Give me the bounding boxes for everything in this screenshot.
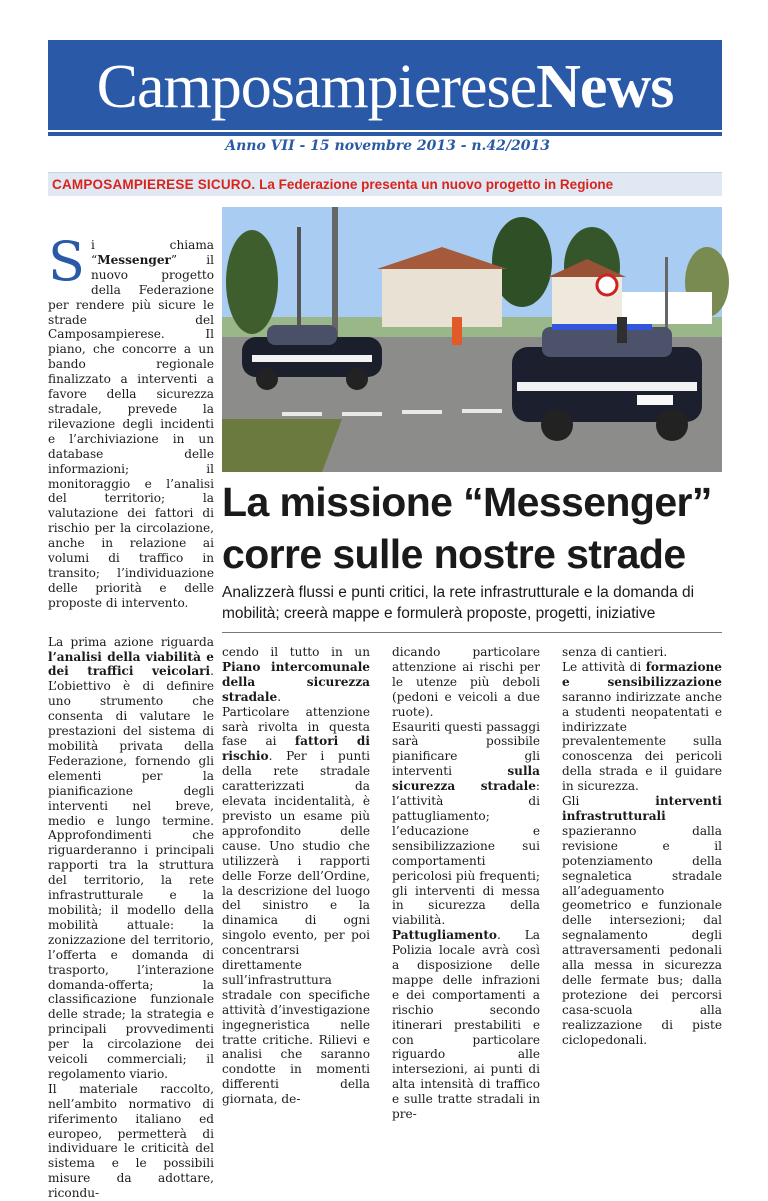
police-cars-illustration xyxy=(222,207,722,472)
paragraph-sicurezza xyxy=(392,720,540,929)
bold-run: interventi infrastrutturali xyxy=(562,794,722,823)
text-run: ” il nuovo progetto della Federazione per rendere più sicure le strade del Camposampierese. Il piano, che concorre a un bando regionale finalizzato a interventi a favore della sicurezza stradale, prevede la rilevazione degli incidenti e l’archiviazione in un database delle informazioni; il monitoraggio e l’analisi del territorio; la valutazione dei fattori di rischio per la circolazione, anche in relazione ai volumi di traffico in transito; l’individuazione delle priorità e delle proposte di intervento. xyxy=(48,252,214,610)
text-run: cendo il tutto in un xyxy=(222,645,370,659)
article-column-4 xyxy=(562,645,722,1047)
article-column-2 xyxy=(222,645,370,1107)
paragraph-analysis xyxy=(48,635,214,1082)
bold-run: Piano intercomunale della sicurezza stradale xyxy=(222,659,370,704)
text-run: . La Polizia locale avrà così a disposizione delle mappe delle infrazioni e dei comportamenti a rischio secondo itinerari prestabiliti e con particolare riguardo alle intersezioni, ai punti di alta intensità di traffico e sulle tratte stradali in pre- xyxy=(392,928,540,1122)
text-run: La prima azione riguarda xyxy=(48,634,214,649)
text-run: . Per i punti della rete stradale caratterizzati da elevata incidentalità, è previsto un esame più approfondito delle cause. Uno studio che utilizzerà i rapporti delle Forze dell’Ordine, la descrizione del luogo del sinistro e la dinamica di ogni singolo evento, per poi concentrarsi direttamente sull’infrastruttura stradale con specifiche attività d’investigazione ingegneristica nelle tratte critiche. Rilievi e analisi che saranno condotte in momenti differenti della giornata, de- xyxy=(222,749,370,1107)
article-subhead: Analizzerà flussi e punti critici, la rete infrastrutturale e la domanda di mobilità; creerà mappe e formulerà proposte, progetti, iniziative xyxy=(222,584,695,622)
paragraph-material: Il materiale raccolto, nell’ambito normativo di riferimento italiano ed europeo, permetterà di individuare le criticità del sistema e le possibili misure da adottare, ricondu- xyxy=(48,1081,214,1201)
text-run: . xyxy=(277,689,282,704)
paragraph-rischio xyxy=(222,705,370,1107)
text-run: Gli xyxy=(562,794,656,809)
text-run: Esauriti questi passaggi sarà possibile pianificare gli interventi xyxy=(392,719,540,779)
text-run: i chiama “ xyxy=(91,238,214,267)
masthead-title-bold: News xyxy=(536,53,674,121)
masthead-title-light: Camposampierese xyxy=(96,53,537,121)
paragraph-intro xyxy=(48,230,214,611)
section-kicker: CAMPOSAMPIERESE SICURO. xyxy=(52,177,256,192)
section-description: La Federazione presenta un nuovo progetto in Regione xyxy=(259,177,614,192)
bold-run: sulla sicurezza stradale xyxy=(392,764,540,794)
drop-cap: S xyxy=(48,230,85,293)
bold-run: fattori di rischio xyxy=(222,734,370,764)
bold-run: formazione e sensibilizzazione xyxy=(562,659,722,689)
paragraph-attenzione: dicando particolare attenzione ai rischi per le utenze più deboli (pedoni e veicoli a due ruote). xyxy=(392,645,540,719)
headline-line-1: La missione “Messenger” xyxy=(222,479,712,525)
paragraph-piano xyxy=(222,645,370,705)
bold-run: Messenger xyxy=(97,252,171,267)
text-run: saranno indirizzate anche a studenti neopatentati e indirizzate prevalentemente sulla conoscenza dei pericoli della strada e il guidare in sicurezza. xyxy=(562,689,722,794)
masthead-title xyxy=(48,50,722,124)
bold-run: Pattugliamento xyxy=(392,928,497,943)
paragraph-infrastrutture xyxy=(562,794,722,1047)
article-headline xyxy=(222,476,732,580)
article-column-3 xyxy=(392,645,540,1122)
article-column-1 xyxy=(48,230,214,1201)
text-run: Particolare attenzione sarà rivolta in questa fase ai xyxy=(222,704,370,749)
headline-line-2: corre sulle nostre strade xyxy=(222,531,686,577)
text-run: spazieranno dalla revisione e il potenziamento della segnaletica stradale all’adeguamento geometrico e funzionale delle intersezioni; dal segnalamento degli attraversamenti pedonali alla messa in sicurezza delle fermate bus; dalla protezione dei percorsi casa-scuola alla realizzazione di piste ciclopedonali. xyxy=(562,823,722,1047)
section-bar xyxy=(48,172,722,196)
masthead xyxy=(48,40,722,136)
text-run: Le attività di xyxy=(562,659,646,674)
paragraph-cantieri: senza di cantieri. xyxy=(562,645,668,659)
bold-run: l’analisi della viabilità e dei traffici veicolari xyxy=(48,649,214,679)
article-photo xyxy=(222,207,722,472)
paragraph-pattugliamento xyxy=(392,928,540,1122)
paragraph-formazione xyxy=(562,660,722,794)
subhead-rule xyxy=(222,632,722,633)
issue-line: Anno VII - 15 novembre 2013 - n.42/2013 xyxy=(225,138,550,154)
text-run: : l’attività di pattugliamento; l’educazione e sensibilizzazione sui comportamenti pericolosi più frequenti; gli interventi di messa in sicurezza della viabilità. xyxy=(392,779,540,928)
text-run: . L’obiettivo è di definire uno strumento che consenta di valutare le prestazioni del sistema di mobilità privata della Federazione, fornendo gli elementi per la pianificazione degli interventi nel breve, medio e lungo termine. Approfondimenti che riguarderanno i principali rapporti tra la struttura del territorio, la rete infrastrutturale e la mobilità; il modello della mobilità attuale: la zonizzazione del territorio, l’offerta e domanda di trasporto, l’interazione domanda-offerta; la classificazione funzionale delle strade; la strategia e principali provvedimenti per la circolazione dei veicoli commerciali; il regolamento viario. xyxy=(48,664,214,1081)
masthead-rule xyxy=(48,130,722,132)
paragraph-gap xyxy=(48,611,214,635)
